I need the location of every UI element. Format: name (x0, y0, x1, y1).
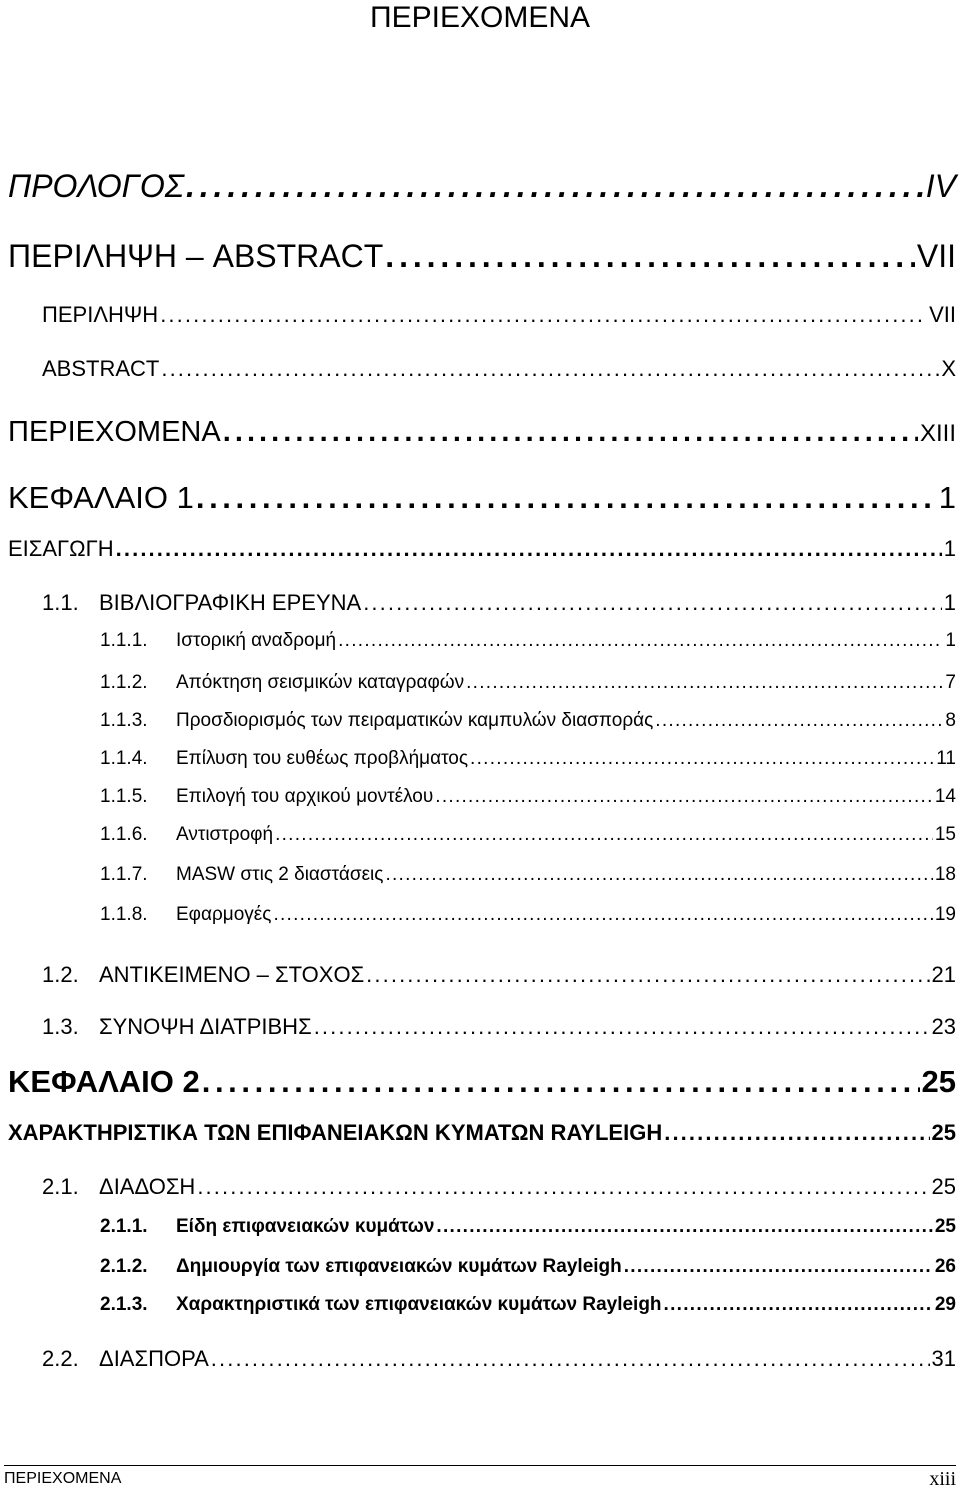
toc-entry-page: 15 (934, 824, 956, 845)
toc-entry-page: 25 (931, 1174, 956, 1199)
toc-entry-title: Επιλογή του αρχικού μοντέλου (176, 786, 434, 807)
dot-leader (470, 748, 934, 770)
toc-entry-page: 25 (921, 1064, 956, 1099)
toc-entry[interactable] (8, 416, 956, 449)
dot-leader (655, 710, 943, 732)
dot-leader (275, 824, 933, 846)
toc-entry-page: 1 (945, 630, 956, 651)
toc-entry[interactable] (100, 1256, 956, 1278)
toc-entry-page: 1 (938, 480, 956, 515)
dot-leader (664, 1120, 929, 1146)
toc-entry-title: ABSTRACT (42, 356, 160, 381)
dot-leader (338, 630, 943, 652)
dot-leader (196, 480, 937, 516)
toc-entry-number: 1.1.8. (100, 904, 148, 925)
toc-entry[interactable] (8, 238, 956, 275)
toc-entry[interactable] (100, 786, 956, 808)
toc-entry[interactable] (8, 1064, 956, 1100)
toc-entry-number: 1.1.5. (100, 786, 148, 807)
toc-entry-number: 2.2. (42, 1346, 79, 1371)
toc-entry-title: ΠΕΡΙΕΧΟΜΕΝΑ (8, 416, 221, 448)
toc-entry[interactable] (100, 710, 956, 732)
toc-entry-title: ΠΡΟΛΟΓΟΣ (8, 168, 184, 204)
dot-leader (664, 1294, 933, 1316)
toc-entry-number: 1.1.7. (100, 864, 148, 885)
toc-entry[interactable] (100, 824, 956, 846)
toc-entry-title: Ιστορική αναδρομή (176, 630, 337, 651)
toc-entry-page: 8 (945, 710, 956, 731)
toc-entry-page: 31 (931, 1346, 956, 1371)
toc-entry-number: 2.1.2. (100, 1256, 148, 1277)
toc-entry-number: 2.1.1. (100, 1216, 148, 1237)
toc-entry-number: 1.1. (42, 590, 79, 615)
toc-entry-title: Απόκτηση σεισμικών καταγραφών (176, 672, 465, 693)
toc-entry-title: ΠΕΡΙΛΗΨΗ – ABSTRACT (8, 238, 384, 274)
toc-entry-page: 21 (931, 962, 956, 987)
dot-leader (624, 1256, 933, 1278)
toc-entry[interactable] (8, 536, 956, 562)
toc-entry[interactable] (42, 1014, 956, 1040)
dot-leader (186, 168, 924, 205)
toc-entry-title: Επίλυση του ευθέως προβλήματος (176, 748, 469, 769)
toc-entry-page: 23 (931, 1014, 956, 1039)
toc-entry-page: 11 (936, 748, 956, 769)
toc-entry[interactable] (100, 1216, 956, 1238)
dot-leader (385, 864, 932, 886)
toc-entry[interactable] (100, 864, 956, 886)
toc-entry-page: 25 (934, 1216, 956, 1237)
toc-entry[interactable] (100, 904, 956, 926)
toc-entry[interactable] (8, 480, 956, 516)
toc-entry-title: Είδη επιφανειακών κυμάτων (176, 1216, 435, 1237)
toc-entry-title: ΚΕΦΑΛΑΙΟ 2 (8, 1064, 200, 1099)
toc-entry-title: Εφαρμογές (176, 904, 272, 925)
toc-entry-title: ΔΙΑΔΟΣΗ (99, 1174, 196, 1199)
toc-entry-title: Χαρακτηριστικά των επιφανειακών κυμάτων Rayleigh (176, 1294, 662, 1315)
toc-entry[interactable] (100, 748, 956, 770)
toc-entry-number: 1.1.3. (100, 710, 148, 731)
dot-leader (197, 1174, 929, 1200)
toc-entry[interactable] (42, 1346, 956, 1372)
footer-rule (4, 1465, 956, 1466)
dot-leader (160, 302, 927, 328)
toc-entry-page: 25 (931, 1120, 956, 1145)
toc-entry-page: 14 (934, 786, 956, 807)
toc-entry[interactable] (42, 590, 956, 616)
toc-entry-title: MASW στις 2 διαστάσεις (176, 864, 384, 885)
dot-leader (211, 1346, 930, 1372)
dot-leader (363, 590, 942, 616)
toc-entry-number: 2.1.3. (100, 1294, 148, 1315)
toc-entry[interactable] (100, 1294, 956, 1316)
toc-entry-number: 1.1.6. (100, 824, 148, 845)
dot-leader (314, 1014, 930, 1040)
toc-entry-number: 2.1. (42, 1174, 79, 1199)
dot-leader (202, 1064, 920, 1100)
toc-entry[interactable] (8, 168, 956, 205)
toc-entry-title: ΔΙΑΣΠΟΡΑ (99, 1346, 209, 1371)
toc-entry-title: ΠΕΡΙΛΗΨΗ (42, 302, 159, 327)
toc-entry-title: ΑΝΤΙΚΕΙΜΕΝΟ – ΣΤΟΧΟΣ (99, 962, 365, 987)
toc-entry-number: 1.1.4. (100, 748, 148, 769)
toc-entry-number: 1.1.2. (100, 672, 148, 693)
page-title: ΠΕΡΙΕΧΟΜΕΝΑ (369, 1, 591, 34)
footer-page-number: xiii (929, 1468, 956, 1490)
toc-entry[interactable] (42, 1174, 956, 1200)
footer-section-title: ΠΕΡΙΕΧΟΜΕΝΑ (4, 1470, 122, 1487)
toc-entry-number: 1.2. (42, 962, 79, 987)
dot-leader (273, 904, 932, 926)
toc-entry-page: 1 (943, 536, 956, 561)
toc-entry[interactable] (42, 356, 956, 382)
toc-entry-number: 1.1.1. (100, 630, 148, 651)
toc-entry-page: IV (925, 168, 956, 204)
toc-entry-page: VII (916, 238, 956, 274)
toc-entry[interactable] (8, 1120, 956, 1146)
toc-entry-title: ΚΕΦΑΛΑΙΟ 1 (8, 480, 194, 515)
toc-entry[interactable] (42, 302, 956, 328)
toc-entry-title: ΣΥΝΟΨΗ ΔΙΑΤΡΙΒΗΣ (99, 1014, 312, 1039)
toc-entry-title: Αντιστροφή (176, 824, 274, 845)
dot-leader (466, 672, 943, 694)
toc-entry[interactable] (42, 962, 956, 988)
toc-entry[interactable] (100, 672, 956, 694)
dot-leader (436, 1216, 932, 1238)
toc-entry-page: X (941, 356, 956, 381)
toc-entry-page: VII (929, 302, 956, 327)
toc-entry[interactable] (100, 630, 956, 652)
toc-entry-number: 1.3. (42, 1014, 79, 1039)
toc-entry-page: 7 (945, 672, 956, 693)
dot-leader (366, 962, 929, 988)
toc-entry-page: 29 (934, 1294, 956, 1315)
dot-leader (116, 536, 942, 562)
toc-entry-page: 19 (934, 904, 956, 925)
toc-entry-title: Προσδιορισμός των πειραματικών καμπυλών διασποράς (176, 710, 654, 731)
toc-entry-title: ΧΑΡΑΚΤΗΡΙΣΤΙΚΑ ΤΩΝ ΕΠΙΦΑΝΕΙΑΚΩΝ ΚΥΜΑΤΩΝ RAYLEIGH (8, 1120, 663, 1145)
dot-leader (385, 238, 915, 275)
toc-entry-title: Δημιουργία των επιφανειακών κυμάτων Rayleigh (176, 1256, 622, 1277)
toc-entry-title: ΒΙΒΛΙΟΓΡΑΦΙΚΗ ΕΡΕΥΝΑ (99, 590, 362, 615)
dot-leader (223, 416, 918, 449)
toc-entry-page: XIII (919, 420, 956, 447)
dot-leader (435, 786, 933, 808)
toc-entry-page: 26 (934, 1256, 956, 1277)
toc-entry-page: 18 (934, 864, 956, 885)
toc-entry-page: 1 (943, 590, 956, 615)
toc-entry-title: ΕΙΣΑΓΩΓΗ (8, 536, 114, 561)
dot-leader (161, 356, 939, 382)
